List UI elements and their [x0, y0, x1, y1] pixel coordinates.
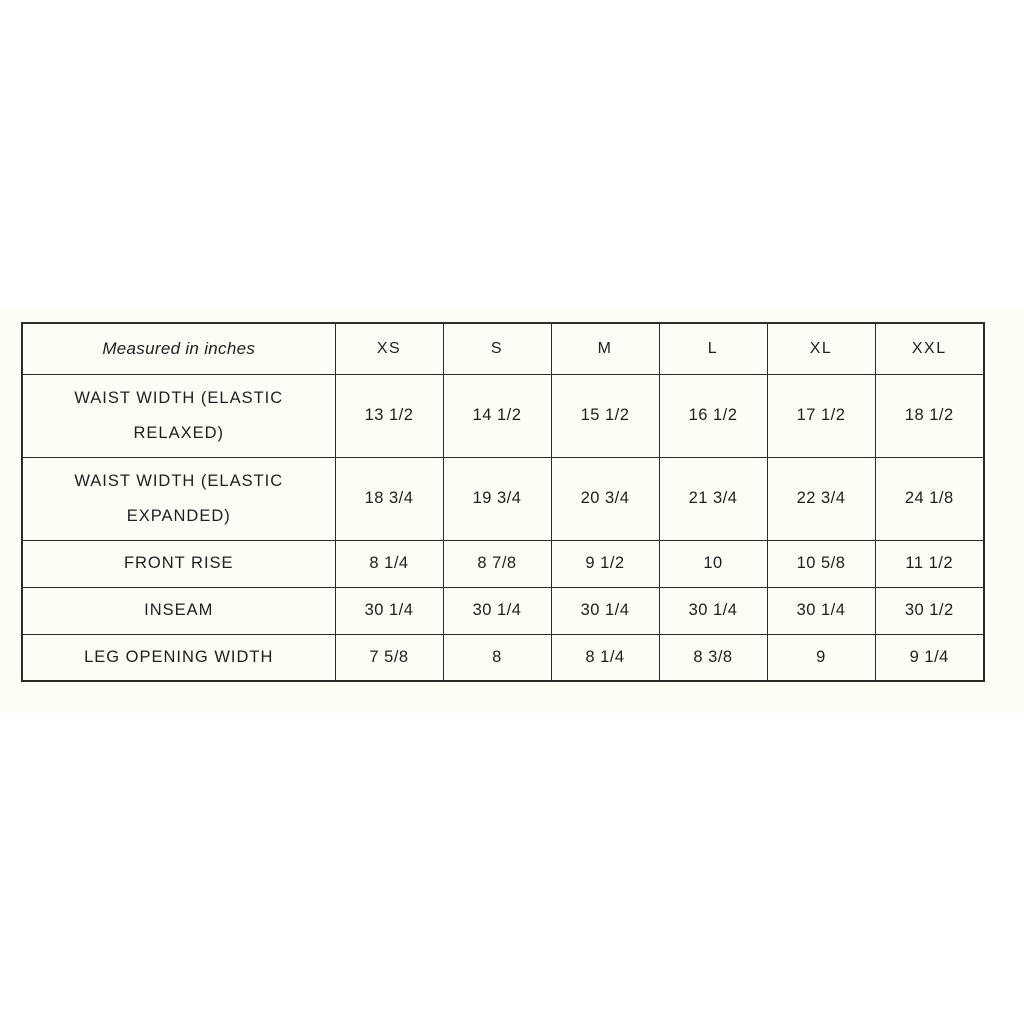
- table-cell: 17 1/2: [767, 374, 875, 457]
- table-cell: 9: [767, 634, 875, 681]
- row-label: WAIST WIDTH (ELASTIC EXPANDED): [22, 457, 335, 540]
- table-cell: 30 1/4: [443, 587, 551, 634]
- table-cell: 10: [659, 540, 767, 587]
- table-cell: 30 1/4: [767, 587, 875, 634]
- table-cell: 8 1/4: [335, 540, 443, 587]
- column-header-xl: XL: [767, 323, 875, 374]
- table-cell: 10 5/8: [767, 540, 875, 587]
- table-cell: 8: [443, 634, 551, 681]
- table-cell: 13 1/2: [335, 374, 443, 457]
- row-label: INSEAM: [22, 587, 335, 634]
- table-cell: 18 1/2: [875, 374, 984, 457]
- column-header-l: L: [659, 323, 767, 374]
- table-cell: 21 3/4: [659, 457, 767, 540]
- table-cell: 8 1/4: [551, 634, 659, 681]
- table-cell: 15 1/2: [551, 374, 659, 457]
- table-cell: 16 1/2: [659, 374, 767, 457]
- column-header-xs: XS: [335, 323, 443, 374]
- table-row-front-rise: [22, 540, 984, 587]
- table-cell: 8 3/8: [659, 634, 767, 681]
- size-chart-table: [21, 322, 985, 682]
- header-row: [22, 323, 984, 374]
- table-cell: 30 1/4: [659, 587, 767, 634]
- table-cell: 19 3/4: [443, 457, 551, 540]
- column-header-m: M: [551, 323, 659, 374]
- table-row-inseam: [22, 587, 984, 634]
- table-cell: 20 3/4: [551, 457, 659, 540]
- column-header-xxl: XXL: [875, 323, 984, 374]
- table-cell: 14 1/2: [443, 374, 551, 457]
- measurement-unit-label: Measured in inches: [22, 323, 335, 374]
- table-cell: 24 1/8: [875, 457, 984, 540]
- table-cell: 30 1/4: [335, 587, 443, 634]
- row-label: WAIST WIDTH (ELASTIC RELAXED): [22, 374, 335, 457]
- row-label: FRONT RISE: [22, 540, 335, 587]
- table-cell: 9 1/4: [875, 634, 984, 681]
- table-cell: 18 3/4: [335, 457, 443, 540]
- column-header-s: S: [443, 323, 551, 374]
- table-cell: 9 1/2: [551, 540, 659, 587]
- table-cell: 7 5/8: [335, 634, 443, 681]
- table-cell: 22 3/4: [767, 457, 875, 540]
- table-cell: 8 7/8: [443, 540, 551, 587]
- table-row-waist-expanded: [22, 457, 984, 540]
- table-row-waist-relaxed: [22, 374, 984, 457]
- table-cell: 30 1/2: [875, 587, 984, 634]
- table-cell: 30 1/4: [551, 587, 659, 634]
- table-cell: 11 1/2: [875, 540, 984, 587]
- row-label: LEG OPENING WIDTH: [22, 634, 335, 681]
- table-row-leg-opening: [22, 634, 984, 681]
